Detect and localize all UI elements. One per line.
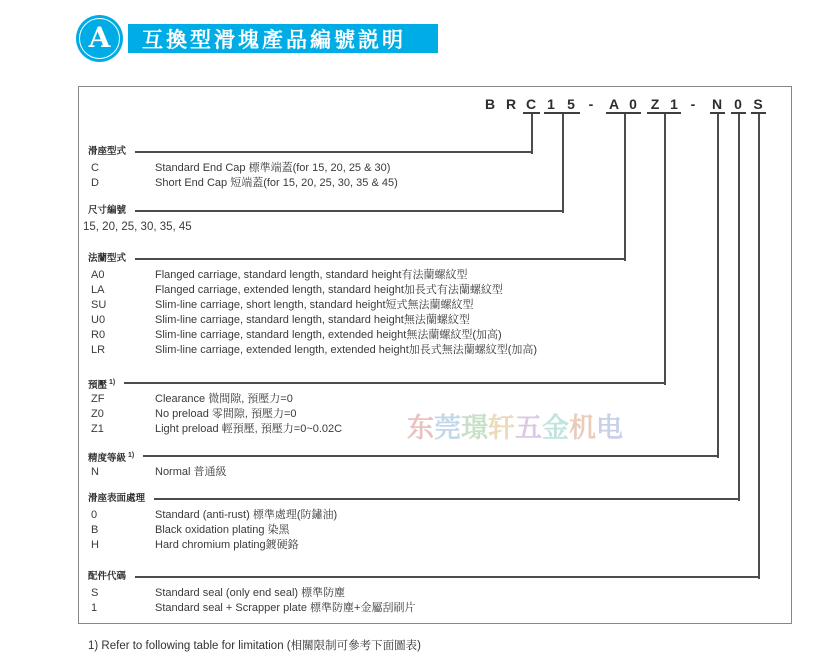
row-code: B: [91, 524, 99, 536]
connector-line-size-code: [562, 114, 564, 213]
row-code: U0: [91, 314, 106, 326]
connector-line-surface-treatment: [738, 114, 740, 501]
row-code: ZF: [91, 393, 105, 405]
row-desc: Flanged carriage, extended length, standard height加長式有法蘭螺紋型: [155, 284, 503, 296]
row-desc: Slim-line carriage, standard length, extended height無法蘭螺紋型(加高): [155, 329, 502, 341]
row-desc: Light preload 輕預壓, 預壓力=0~0.02C: [155, 423, 343, 435]
row-code: N: [91, 466, 99, 478]
brand-logo-letter: A: [88, 20, 111, 54]
row-code: LR: [91, 344, 106, 356]
connector-line-accessory-code: [758, 114, 760, 579]
part-number-char: 0: [629, 96, 637, 112]
connector-line-flange-type: [624, 114, 626, 261]
section-label-carriage-type: 滑座型式: [88, 146, 127, 157]
row-code: A0: [91, 269, 105, 281]
row-desc: 15, 20, 25, 30, 35, 45: [83, 221, 192, 233]
part-number-char: 5: [567, 96, 575, 112]
row-code: S: [91, 587, 99, 599]
section-size-code: [88, 205, 563, 216]
part-number-char: C: [525, 96, 537, 112]
part-number-char: -: [690, 96, 696, 112]
connector-line-accuracy-class: [717, 114, 719, 458]
watermark-char: 电: [596, 413, 623, 443]
watermark-char: 轩: [488, 413, 515, 443]
row-desc: No preload 零間隙, 預壓力=0: [155, 408, 297, 420]
section-label-preload: 預壓 $^{1)}$: [88, 379, 116, 392]
row-code: C: [91, 162, 99, 174]
page-title-banner: [128, 24, 438, 53]
row-desc: Standard seal (only end seal) 標準防塵: [155, 587, 346, 599]
section-rule-carriage-type: [135, 151, 532, 153]
row-code: SU: [91, 299, 107, 311]
part-number-char: R: [505, 96, 517, 112]
part-number-char: Z: [650, 96, 660, 112]
watermark-char: 莞: [434, 413, 461, 443]
section-accessory-code: [88, 571, 759, 582]
row-code: 1: [91, 602, 98, 614]
part-number-char: N: [711, 96, 723, 112]
part-number-char: 0: [734, 96, 742, 112]
row-code: Z1: [91, 423, 104, 435]
row-desc: Hard chromium plating鍍硬鉻: [155, 539, 299, 551]
part-number-char: 1: [670, 96, 678, 112]
watermark-char: 五: [515, 413, 542, 443]
section-label-size-code: 尺寸編號: [88, 205, 127, 216]
row-desc: Standard End Cap 標準端蓋(for 15, 20, 25 & 30): [155, 162, 391, 174]
section-rule-accuracy-class: [143, 455, 718, 457]
section-rule-preload: [124, 382, 665, 384]
footnote: 1) Refer to following table for limitation (相關限制可參考下面圖表): [88, 640, 421, 652]
section-preload: [88, 377, 665, 391]
row-desc: Short End Cap 短端蓋(for 15, 20, 25, 30, 35 & 45): [155, 177, 398, 189]
row-desc: Slim-line carriage, extended length, extended height加長式無法蘭螺紋型(加高): [155, 344, 538, 356]
row-desc: Black oxidation plating 染黑: [155, 524, 290, 536]
section-rule-surface-treatment: [154, 498, 739, 500]
section-surface-treatment: [88, 493, 739, 504]
brand-logo: [76, 15, 123, 62]
page-title: 互換型滑塊產品編號説明: [142, 28, 406, 52]
section-rule-size-code: [135, 210, 563, 212]
watermark-char: 机: [569, 413, 596, 443]
watermark-char: 金: [542, 413, 569, 443]
watermark-char: 东: [407, 413, 434, 443]
section-accuracy-class: [88, 450, 718, 464]
row-code: LA: [91, 284, 105, 296]
watermark: [407, 406, 623, 445]
section-rule-flange-type: [135, 258, 625, 260]
row-code: R0: [91, 329, 106, 341]
section-flange-type: [88, 253, 625, 264]
watermark-char: 璟: [461, 413, 488, 443]
row-desc: Slim-line carriage, short length, standard height短式無法蘭螺紋型: [155, 299, 474, 311]
part-number-char: S: [753, 96, 763, 112]
section-label-flange-type: 法蘭型式: [88, 253, 127, 264]
row-desc: Clearance 微間隙, 預壓力=0: [155, 393, 293, 405]
section-carriage-type: [88, 146, 532, 157]
row-desc: Slim-line carriage, standard length, standard height無法蘭螺紋型: [155, 314, 470, 326]
section-rule-accessory-code: [135, 576, 759, 578]
row-code: D: [91, 177, 99, 189]
row-code: Z0: [91, 408, 104, 420]
row-desc: Standard seal + Scrapper plate 標準防塵+金屬刮刷片: [155, 602, 416, 614]
part-number-char: B: [484, 96, 496, 112]
row-desc: Normal 普通級: [155, 466, 227, 478]
section-label-accuracy-class: 精度等級 $^{1)}$: [88, 452, 135, 465]
part-number-char: A: [608, 96, 620, 112]
row-code: 0: [91, 509, 98, 521]
section-label-surface-treatment: 滑座表面處理: [88, 493, 146, 504]
connector-line-preload: [664, 114, 666, 385]
row-desc: Standard (anti-rust) 標準處理(防鏽油): [155, 509, 338, 521]
section-label-accessory-code: 配件代碼: [88, 571, 127, 582]
part-number-char: -: [588, 96, 594, 112]
part-number-char: 1: [547, 96, 555, 112]
row-desc: Flanged carriage, standard length, standard height有法蘭螺紋型: [155, 269, 468, 281]
row-code: H: [91, 539, 99, 551]
